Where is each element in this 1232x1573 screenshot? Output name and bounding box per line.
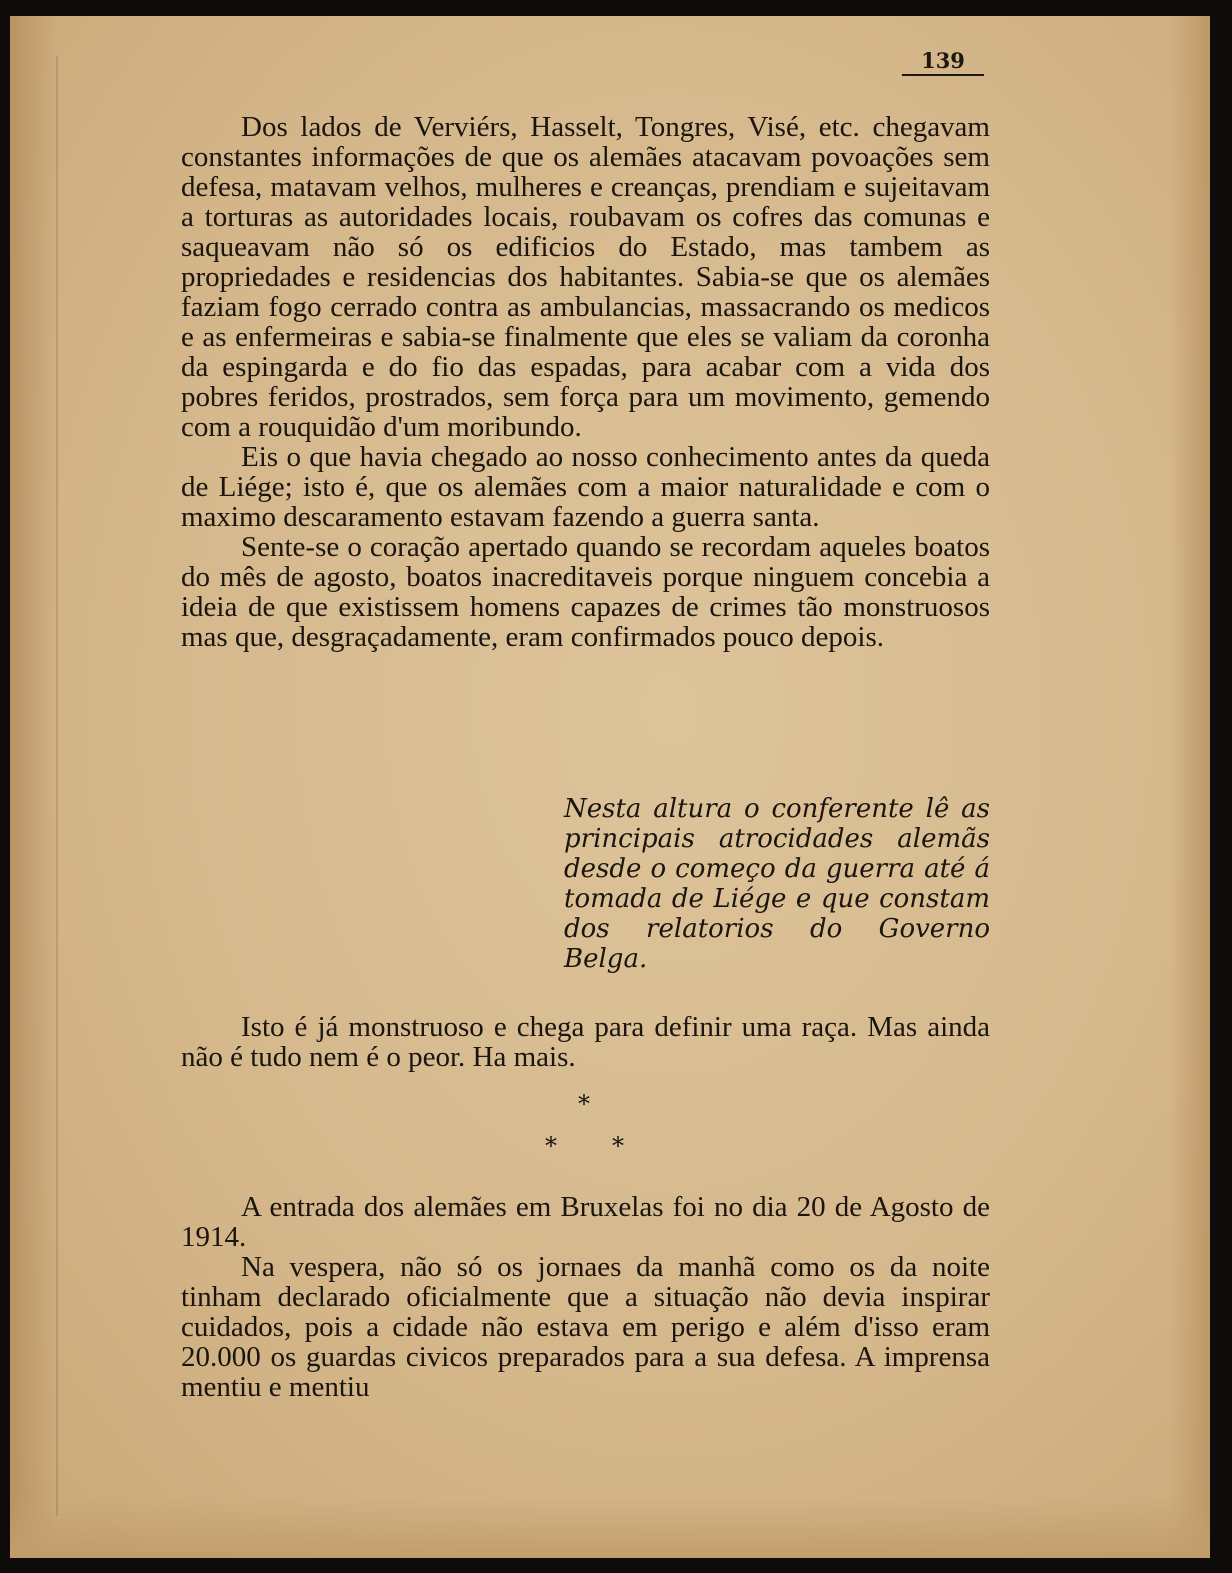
page-left-edge	[10, 16, 58, 1558]
page-number: 139	[902, 48, 984, 76]
margin-rule	[56, 56, 58, 1516]
paragraph: Sente-se o coração apertado quando se recordam aqueles boatos do mês de agosto, boatos inacreditaveis porque ninguem concebia a ideia de que existissem homens capazes de crimes tão monstruosos mas que, desgraçadamente, eram confirmados pouco depois.	[181, 531, 990, 653]
text-block-1	[181, 112, 990, 652]
asterisk: *	[578, 1090, 590, 1118]
paragraph: Eis o que havia chegado ao nosso conhecimento antes da queda de Liége; isto é, que os alemães com a maior naturalidade e com o maximo descaramento estavam fazendo a guerra santa.	[181, 441, 990, 533]
paragraph: A entrada dos alemães em Bruxelas foi no dia 20 de Agosto de 1914.	[181, 1191, 990, 1253]
paragraph: Dos lados de Verviérs, Hasselt, Tongres, Visé, etc. chegavam constantes informações de que os alemães atacavam povoações sem defesa, matavam velhos, mulheres e creanças, prendiam e sujeitavam a torturas as autoridades locais, roubavam os cofres das comunas e saqueavam não só os edificios do Estado, mas tambem as propriedades e residencias dos habitantes. Sabia-se que os alemães faziam fogo cerrado contra as ambulancias, massacrando os medicos e as enfermeiras e sabia-se finalmente que eles se valiam da coronha da espingarda e do fio das espadas, para acabar com a vida dos pobres feridos, prostrados, sem força para um movimento, gemendo com a rouquidão d'um moribundo.	[181, 111, 990, 443]
paragraph: Isto é já monstruoso e chega para definir uma raça. Mas ainda não é tudo nem é o peor. Ha mais.	[181, 1011, 990, 1073]
italic-note: Nesta altura o conferente lê as principais atrocidades alemãs desde o começo da guerra até á tomada de Liége e que constam dos relatorios do Governo Belga.	[564, 794, 990, 974]
page-right-edge	[1170, 16, 1210, 1558]
text-block-2	[181, 1012, 990, 1072]
text-block-3	[181, 1192, 990, 1402]
section-separator	[510, 1090, 670, 1170]
asterisk: *	[545, 1132, 557, 1160]
page-bottom-edge	[10, 1498, 1210, 1558]
paragraph: Na vespera, não só os jornaes da manhã como os da noite tinham declarado oficialmente que a situação não devia inspirar cuidados, pois a cidade não estava em perigo e além d'isso eram 20.000 os guardas civicos preparados para a sua defesa. A imprensa mentiu e mentiu	[181, 1251, 990, 1403]
book-page	[10, 16, 1210, 1558]
asterisk: *	[612, 1132, 624, 1160]
